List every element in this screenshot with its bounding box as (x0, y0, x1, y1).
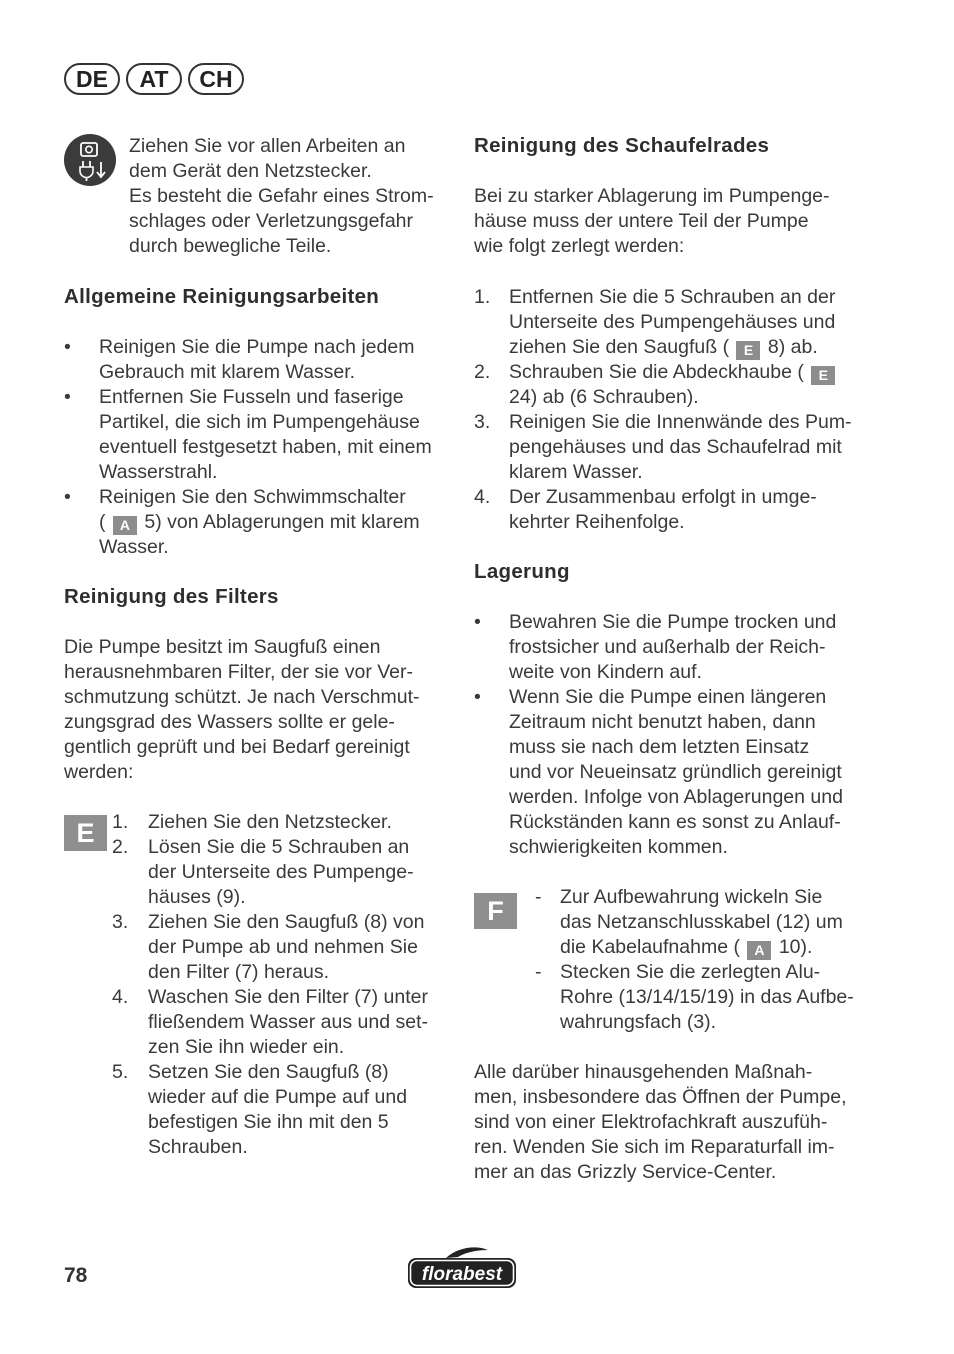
badge-ch: CH (188, 63, 244, 95)
figure-label-box: E (64, 815, 107, 851)
step-number: 3. (112, 911, 129, 933)
step-line: häuses (9). (148, 886, 246, 908)
paragraph-line: häuse muss der untere Teil der Pumpe (474, 210, 809, 232)
paragraph-line: sind von einer Elektrofachkraft auszufüh- (474, 1111, 828, 1133)
step-line: kehrter Reihenfolge. (509, 511, 685, 533)
figure-ref-badge: E (811, 366, 835, 385)
list-item-line: werden. Infolge von Ablagerungen und (509, 786, 843, 808)
step-line: der Pumpe ab und nehmen Sie (148, 936, 418, 958)
list-item-line: das Netzanschlusskabel (12) um (560, 911, 843, 933)
figure-ref-badge: E (736, 341, 760, 360)
step-line: 24) ab (6 Schrauben). (509, 386, 699, 408)
list-item-text: 10). (778, 936, 813, 958)
section-title-impeller: Reinigung des Schaufelrades (474, 134, 770, 157)
step-line: Setzen Sie den Saugfuß (8) (148, 1061, 389, 1083)
paragraph-line: wie folgt zerlegt werden: (474, 235, 685, 257)
step-number: 1. (112, 811, 129, 833)
paragraph-line: Bei zu starker Ablagerung im Pumpenge- (474, 185, 830, 207)
list-item-line: Stecken Sie die zerlegten Alu- (560, 961, 821, 983)
step-text: Schrauben Sie die Abdeckhaube ( (509, 361, 804, 383)
logo-text: florabest (421, 1264, 503, 1285)
list-item-line (99, 510, 420, 535)
bullet-icon: • (64, 386, 71, 408)
list-item-line: Bewahren Sie die Pumpe trocken und (509, 611, 837, 633)
bullet-icon: • (474, 611, 481, 633)
florabest-logo (406, 1246, 518, 1290)
paragraph-line: werden: (64, 761, 134, 783)
paragraph-line: zungsgrad des Wassers sollte er gele- (64, 711, 395, 733)
list-item-line (560, 935, 812, 960)
step-line: befestigen Sie ihn mit den 5 (148, 1111, 389, 1133)
step-line: den Filter (7) heraus. (148, 961, 329, 983)
step-number: 5. (112, 1061, 129, 1083)
step-number: 4. (474, 486, 491, 508)
list-item-line: eventuell festgesetzt haben, mit einem (99, 436, 432, 458)
step-number: 1. (474, 286, 491, 308)
paragraph-line: schmutzung schützt. Je nach Verschmut- (64, 686, 420, 708)
badge-at: AT (126, 63, 182, 95)
paragraph-line: Alle darüber hinausgehenden Maßnah- (474, 1061, 813, 1083)
step-line: Schrauben. (148, 1136, 248, 1158)
step-line: Der Zusammenbau erfolgt in umge- (509, 486, 817, 508)
step-line: Unterseite des Pumpengehäuses und (509, 311, 836, 333)
list-item-line: Wasserstrahl. (99, 461, 218, 483)
paragraph-line: men, insbesondere das Öffnen der Pumpe, (474, 1086, 847, 1108)
step-line: Lösen Sie die 5 Schrauben an (148, 836, 410, 858)
paren-open: ( (99, 511, 106, 533)
section-title-filter: Reinigung des Filters (64, 585, 279, 608)
list-item-line: Zur Aufbewahrung wickeln Sie (560, 886, 823, 908)
bullet-icon: • (64, 336, 71, 358)
page-number: 78 (64, 1264, 88, 1287)
warning-line: Es besteht die Gefahr eines Strom- (129, 185, 434, 207)
step-line: der Unterseite des Pumpenge- (148, 861, 414, 883)
step-number: 2. (112, 836, 129, 858)
figure-ref-badge: A (747, 941, 771, 960)
warning-line: durch bewegliche Teile. (129, 235, 332, 257)
list-item-line: muss sie nach dem letzten Einsatz (509, 736, 810, 758)
list-item-text: die Kabelaufnahme ( (560, 936, 740, 958)
step-text: 8) ab. (767, 336, 818, 358)
step-line: Entfernen Sie die 5 Schrauben an der (509, 286, 836, 308)
step-number: 2. (474, 361, 491, 383)
list-item-line: schwierigkeiten kommen. (509, 836, 728, 858)
list-item-line: weite von Kindern auf. (509, 661, 702, 683)
figure-label-box: F (474, 893, 517, 929)
list-item-line: Wasser. (99, 536, 169, 558)
list-item-line: Zeitraum nicht benutzt haben, dann (509, 711, 816, 733)
step-text: ziehen Sie den Saugfuß ( (509, 336, 730, 358)
paragraph-line: Die Pumpe besitzt im Saugfuß einen (64, 636, 381, 658)
paragraph-line: gentlich geprüft und bei Bedarf gereinigt (64, 736, 410, 758)
list-item-line: Partikel, die sich im Pumpengehäuse (99, 411, 420, 433)
list-item-text: 5) von Ablagerungen mit klarem (144, 511, 420, 533)
country-badges (64, 63, 244, 95)
list-item-line: Rückständen kann es sonst zu Anlauf- (509, 811, 841, 833)
step-line (509, 360, 837, 385)
figure-ref-badge: A (113, 516, 137, 535)
step-line: fließendem Wasser aus und set- (148, 1011, 428, 1033)
bullet-icon: • (474, 686, 481, 708)
dash-icon: - (535, 886, 542, 908)
step-line: Ziehen Sie den Saugfuß (8) von (148, 911, 425, 933)
step-line: klarem Wasser. (509, 461, 643, 483)
step-line: Waschen Sie den Filter (7) unter (148, 986, 428, 1008)
step-line (509, 335, 818, 360)
list-item-line: wahrungsfach (3). (560, 1011, 717, 1033)
list-item-line: Gebrauch mit klarem Wasser. (99, 361, 356, 383)
paragraph-line: ren. Wenden Sie sich im Reparaturfall im- (474, 1136, 835, 1158)
step-line: pengehäuses und das Schaufelrad mit (509, 436, 842, 458)
step-line: zen Sie ihn wieder ein. (148, 1036, 345, 1058)
list-item-line: Reinigen Sie den Schwimmschalter (99, 486, 406, 508)
step-number: 4. (112, 986, 129, 1008)
badge-de: DE (64, 63, 120, 95)
warning-line: dem Gerät den Netzstecker. (129, 160, 372, 182)
list-item-line: Entfernen Sie Fusseln und faserige (99, 386, 404, 408)
step-line: Ziehen Sie den Netzstecker. (148, 811, 392, 833)
section-title-storage: Lagerung (474, 560, 570, 583)
paragraph-line: mer an das Grizzly Service-Center. (474, 1161, 777, 1183)
list-item-line: und vor Neueinsatz gründlich gereinigt (509, 761, 842, 783)
list-item-line: Rohre (13/14/15/19) in das Aufbe- (560, 986, 854, 1008)
list-item-line: frostsicher und außerhalb der Reich- (509, 636, 826, 658)
step-line: Reinigen Sie die Innenwände des Pum- (509, 411, 852, 433)
unplug-icon (64, 134, 116, 186)
warning-line: Ziehen Sie vor allen Arbeiten an (129, 135, 406, 157)
list-item-line: Reinigen Sie die Pumpe nach jedem (99, 336, 415, 358)
warning-line: schlages oder Verletzungsgefahr (129, 210, 414, 232)
section-title-general: Allgemeine Reinigungsarbeiten (64, 285, 380, 308)
step-number: 3. (474, 411, 491, 433)
list-item-line: Wenn Sie die Pumpe einen längeren (509, 686, 827, 708)
paragraph-line: herausnehmbaren Filter, der sie vor Ver- (64, 661, 414, 683)
step-line: wieder auf die Pumpe auf und (148, 1086, 408, 1108)
bullet-icon: • (64, 486, 71, 508)
dash-icon: - (535, 961, 542, 983)
